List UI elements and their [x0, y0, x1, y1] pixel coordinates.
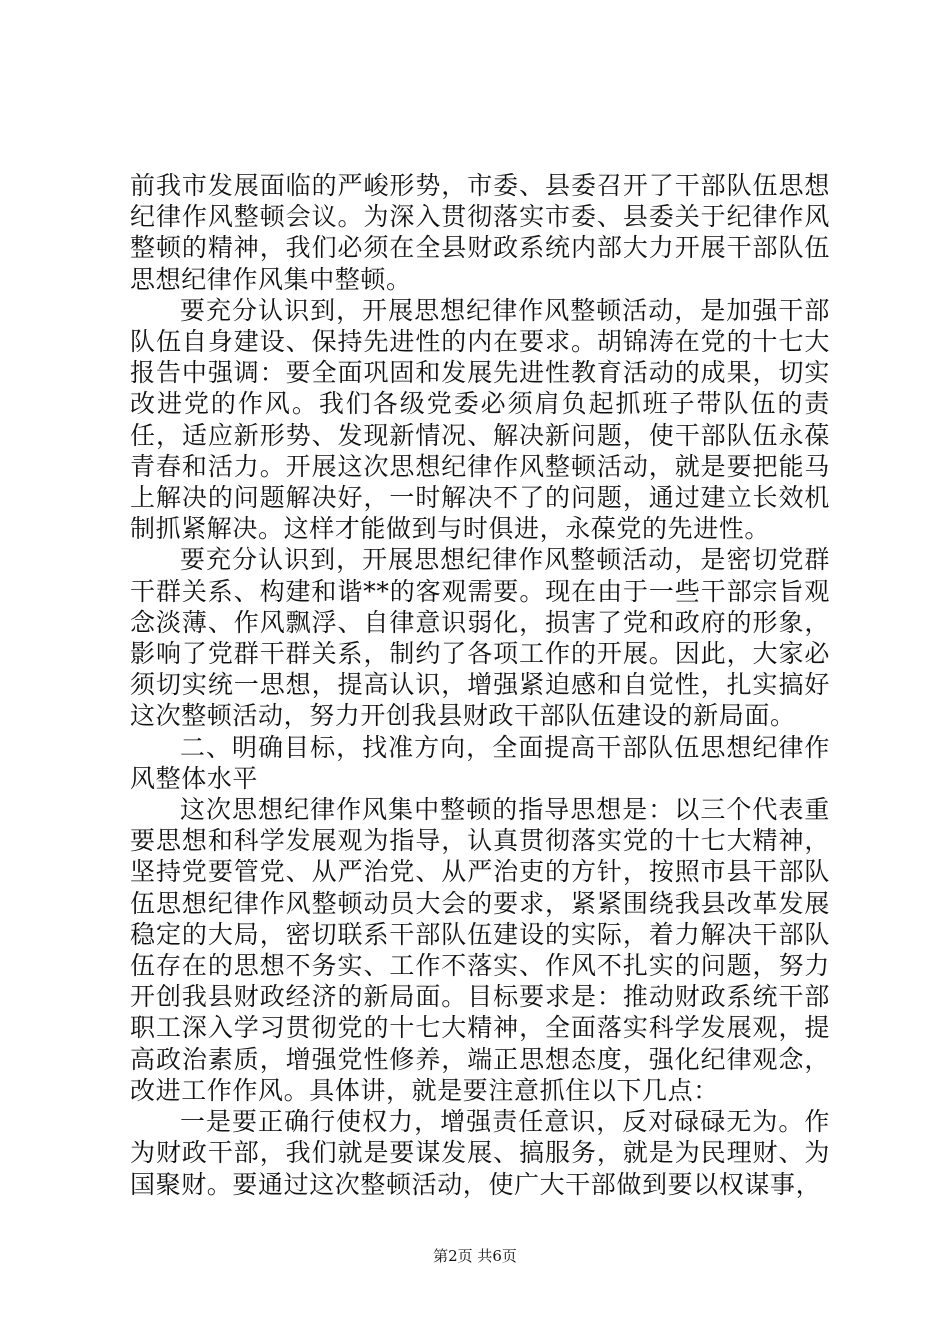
document-body	[130, 170, 830, 1200]
section-heading-two: 二、明确目标，找准方向，全面提高干部队伍思想纪律作风整体水平	[130, 732, 830, 793]
page-footer	[0, 1246, 950, 1266]
paragraph-continuation: 前我市发展面临的严峻形势，市委、县委召开了干部队伍思想纪律作风整顿会议。为深入贯彻落实市委、县委关于纪律作风整顿的精神，我们必须在全县财政系统内部大力开展干部队伍思想纪律作风集中整顿。	[130, 171, 830, 294]
paragraph-guiding-thought: 这次思想纪律作风集中整顿的指导思想是：以三个代表重要思想和科学发展观为指导，认真贯彻落实党的十七大精神，坚持党要管党、从严治党、从严治吏的方针，按照市县干部队伍思想纪律作风整顿动员大会的要求，紧紧围绕我县改革发展稳定的大局，密切联系干部队伍建设的实际，着力解决干部队伍存在的思想不务实、工作不落实、作风不扎实的问题，努力开创我县财政经济的新局面。目标要求是：推动财政系统干部职工深入学习贯彻党的十七大精神，全面落实科学发展观，提高政治素质，增强党性修养，端正思想态度，强化纪律观念，改进工作作风。具体讲，就是要注意抓住以下几点：	[130, 795, 830, 1105]
paragraph-point-one: 一是要正确行使权力，增强责任意识，反对碌碌无为。作为财政干部，我们就是要谋发展、搞服务，就是为民理财、为国聚财。要通过这次整顿活动，使广大干部做到要以权谋事，	[130, 1107, 830, 1199]
paragraph-objective-need: 要充分认识到，开展思想纪律作风整顿活动，是密切党群干群关系、构建和谐**的客观需要。现在由于一些干部宗旨观念淡薄、作风飘浮、自律意识弱化，损害了党和政府的形象，影响了党群干群关系，制约了各项工作的开展。因此，大家必须切实统一思想，提高认识，增强紧迫感和自觉性，扎实搞好这次整顿活动，努力开创我县财政干部队伍建设的新局面。	[130, 545, 830, 731]
page-number-label: 第2页 共6页	[433, 1247, 517, 1265]
paragraph-inner-requirement: 要充分认识到，开展思想纪律作风整顿活动，是加强干部队伍自身建设、保持先进性的内在要求。胡锦涛在党的十七大报告中强调：要全面巩固和发展先进性教育活动的成果，切实改进党的作风。我们各级党委必须肩负起抓班子带队伍的责任，适应新形势、发现新情况、解决新问题，使干部队伍永葆青春和活力。开展这次思想纪律作风整顿活动，就是要把能马上解决的问题解决好，一时解决不了的问题，通过建立长效机制抓紧解决。这样才能做到与时俱进，永葆党的先进性。	[130, 295, 830, 544]
